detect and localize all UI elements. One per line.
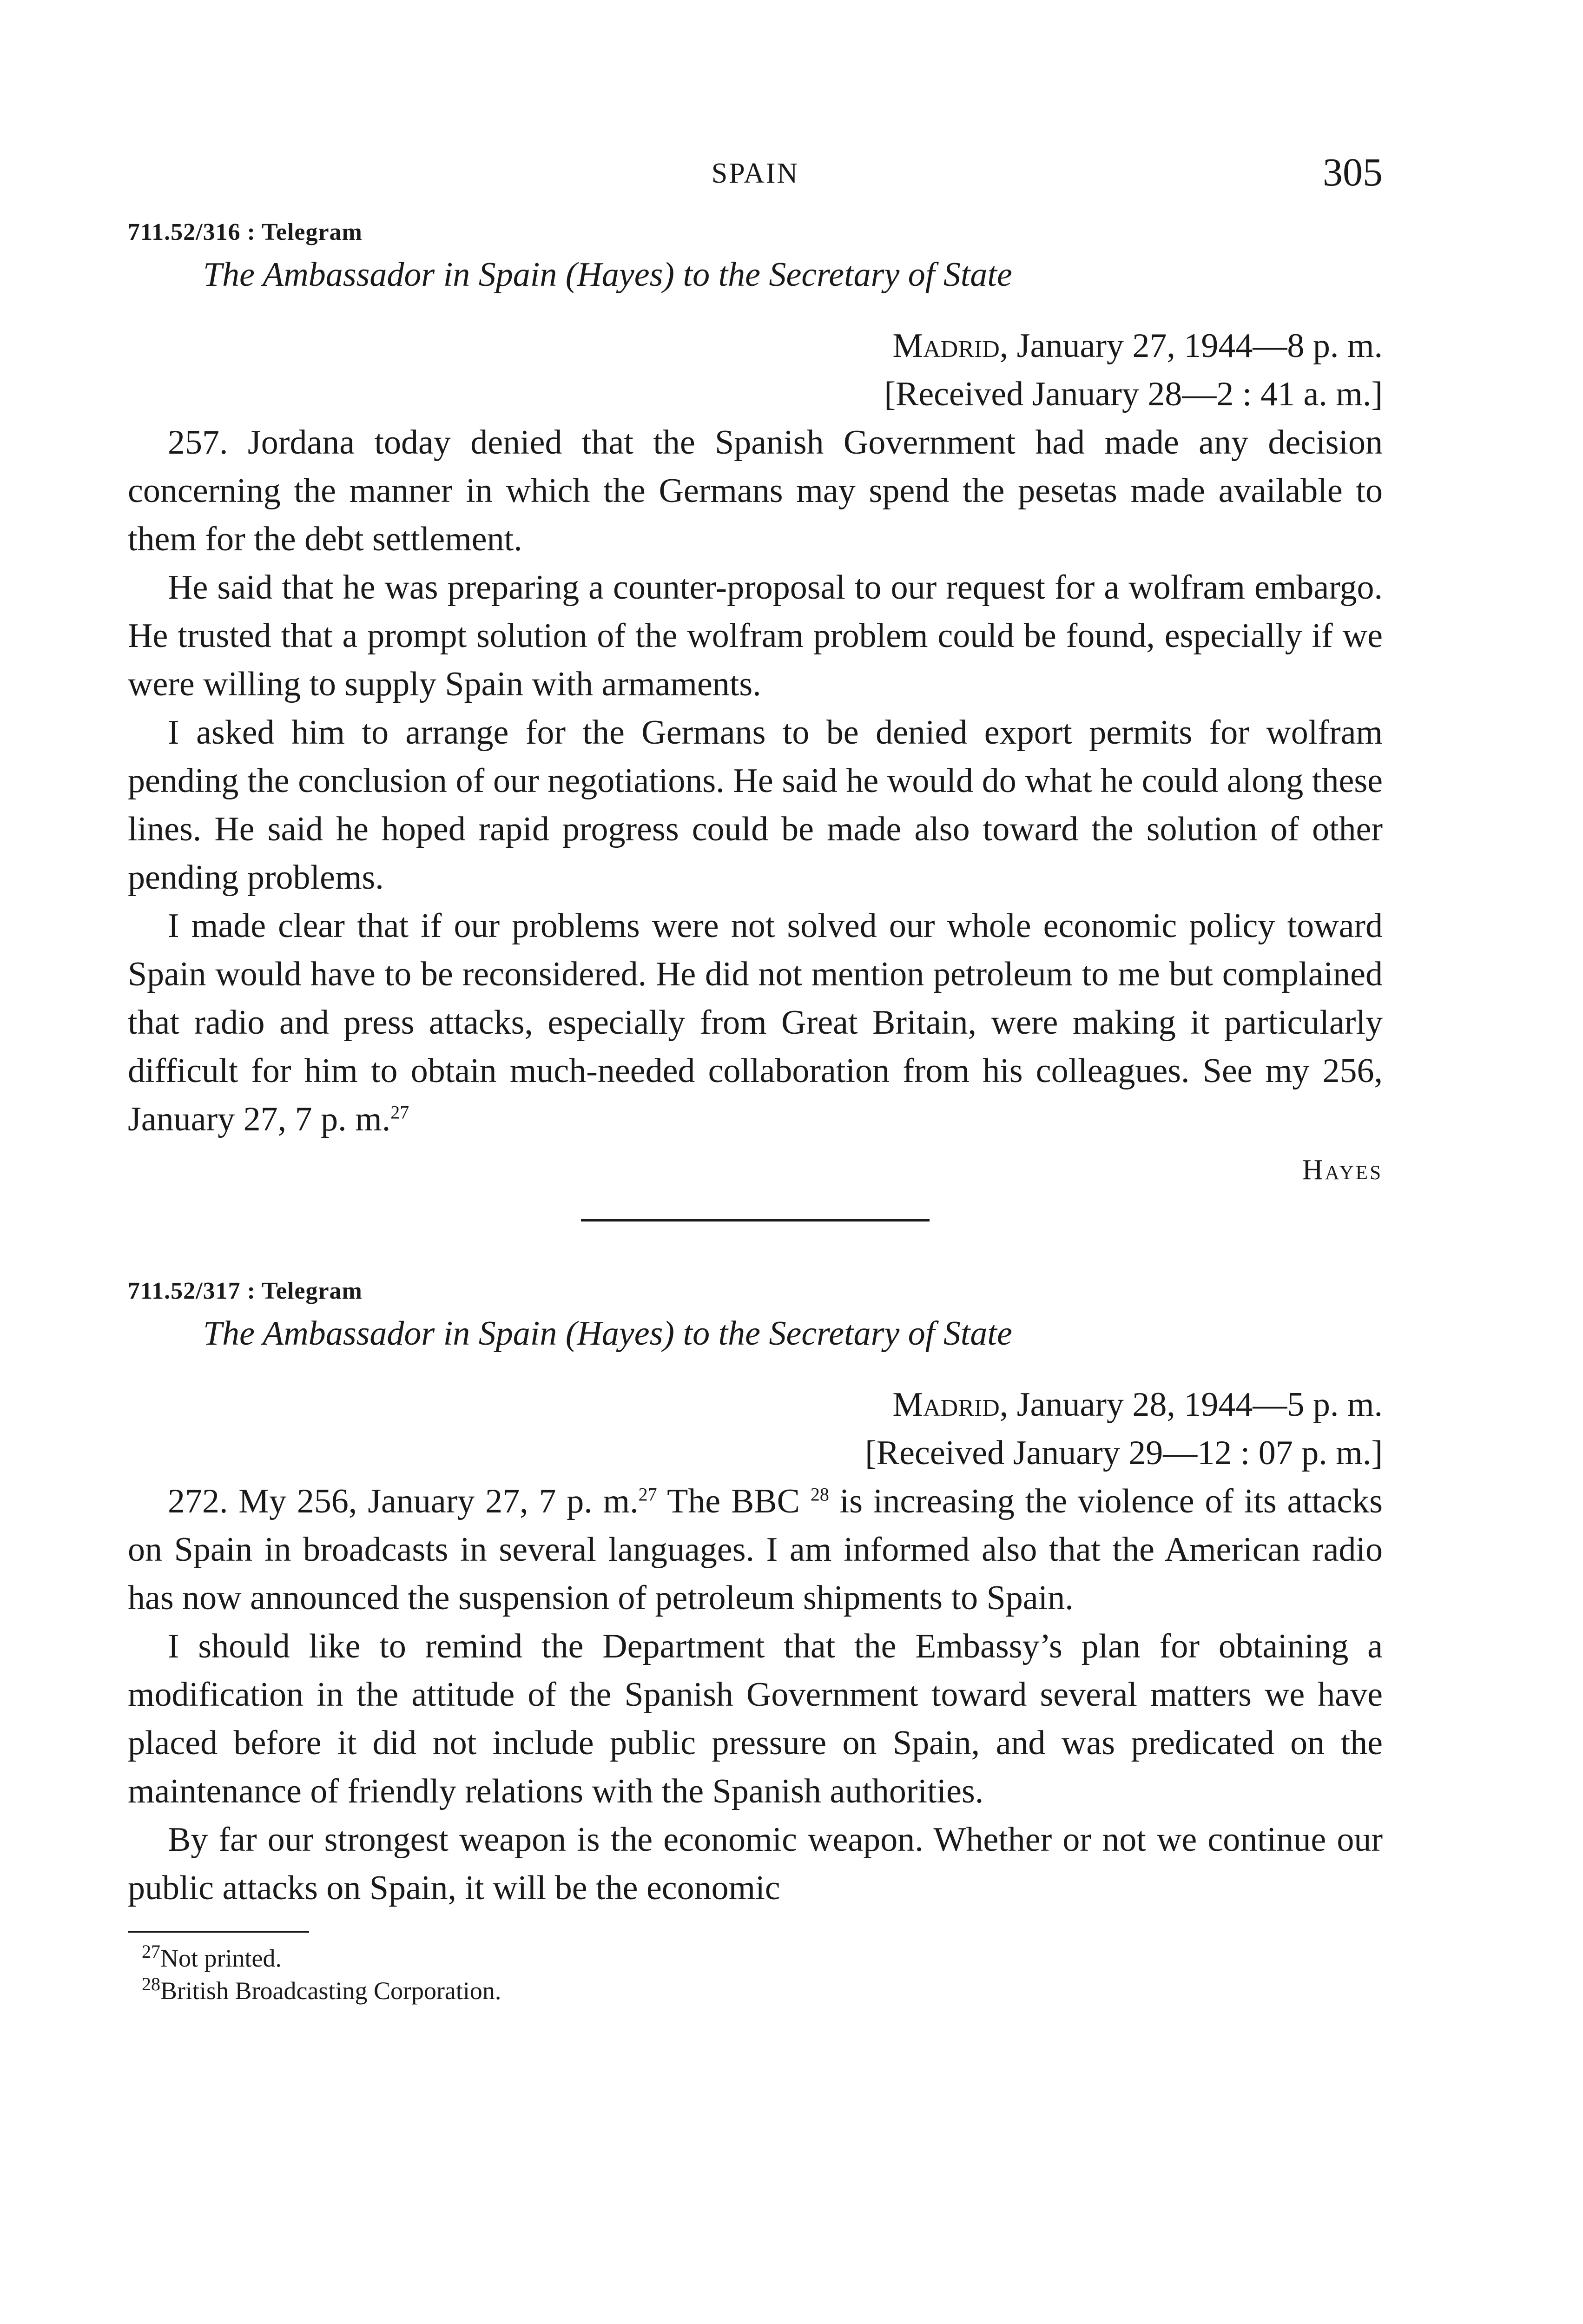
footnote-text: British Broadcasting Corporation. [160,1977,501,2005]
footnote [142,1942,1383,1974]
dateline-date: , January 27, 1944—8 p. m. [999,327,1383,365]
paragraph: 257. Jordana today denied that the Spanish Government had made any decision concerning the manner in which the Germans may spend the pesetas made available to them for the debt settlement. [128,423,1383,558]
dateline-date: , January 28, 1944—5 p. m. [999,1386,1383,1424]
section-divider [581,1219,930,1221]
footnote-reference: 28 [810,1484,829,1505]
date-received: [Received January 29—12 : 07 p. m.] [865,1434,1383,1472]
date-sent [128,322,1383,370]
paragraph-text: I made clear that if our problems were not solved our whole economic policy toward Spain would have to be reconsidered. He did not mention petroleum to me but complained that radio and press attacks, especially from Great Britain, were making it particularly difficult for him to obtain much-needed collaboration from his colleagues. See my 256, January 27, 7 p. m. [128,907,1383,1138]
document-title: The Ambassador in Spain (Hayes) to the Secretary of State [203,1314,1012,1353]
footnote-text: Not printed. [160,1944,282,1972]
footnote-mark: 28 [142,1974,160,1994]
page-header [128,149,1383,200]
telegram-317 [128,1277,1383,1912]
document-title: The Ambassador in Spain (Hayes) to the Secretary of State [203,256,1012,294]
paragraph [128,902,1383,1143]
page-number: 305 [1323,150,1383,194]
file-reference: 711.52/316 : Telegram [128,219,363,245]
footnote-mark: 27 [142,1941,160,1962]
paragraph: I should like to remind the Department that the Embassy’s plan for obtaining a modification in the attitude of the Spanish Government toward several matters we have placed before it did not include public pressure on Spain, and was predicated on the maintenance of friendly relations with the Spanish authorities. [128,1627,1383,1810]
file-reference: 711.52/317 : Telegram [128,1278,363,1304]
dateline-place: Madrid [892,1386,1000,1424]
dateline-place: Madrid [892,327,1000,365]
paragraph-text: 272. My 256, January 27, 7 p. m. [168,1482,639,1520]
footnote [142,1974,1383,2007]
date-sent [128,1380,1383,1429]
dateline [128,1380,1383,1477]
paragraph-text: is increasing the violence of its attacks on Spain in broadcasts in several languages. I am informed also that the American radio has now announced the suspension of petroleum shipments to Spain. [128,1482,1383,1617]
dateline [128,322,1383,418]
signature: Hayes [1302,1154,1383,1186]
page [128,149,1383,2007]
paragraph: He said that he was preparing a counter-proposal to our request for a wolfram embargo. He trusted that a prompt solution of the wolfram problem could be found, especially if we were willing to supply Spain with armaments. [128,568,1383,703]
paragraph-text: The BBC [657,1482,811,1520]
paragraph: I asked him to arrange for the Germans to be denied export permits for wolfram pending the conclusion of our negotiations. He said he would do what he could along these lines. He said he hoped rapid progress could be made also toward the solution of other pending problems. [128,713,1383,897]
footnotes [128,1942,1383,2007]
paragraph [128,1477,1383,1622]
telegram-316 [128,218,1383,1187]
footnote-reference: 27 [390,1102,409,1123]
footnote-rule [128,1931,309,1933]
date-received: [Received January 28—2 : 41 a. m.] [884,375,1383,413]
running-head: SPAIN [711,158,799,189]
footnote-reference: 27 [638,1484,657,1505]
paragraph: By far our strongest weapon is the economic weapon. Whether or not we continue our public attacks on Spain, it will be the economic [128,1821,1383,1907]
